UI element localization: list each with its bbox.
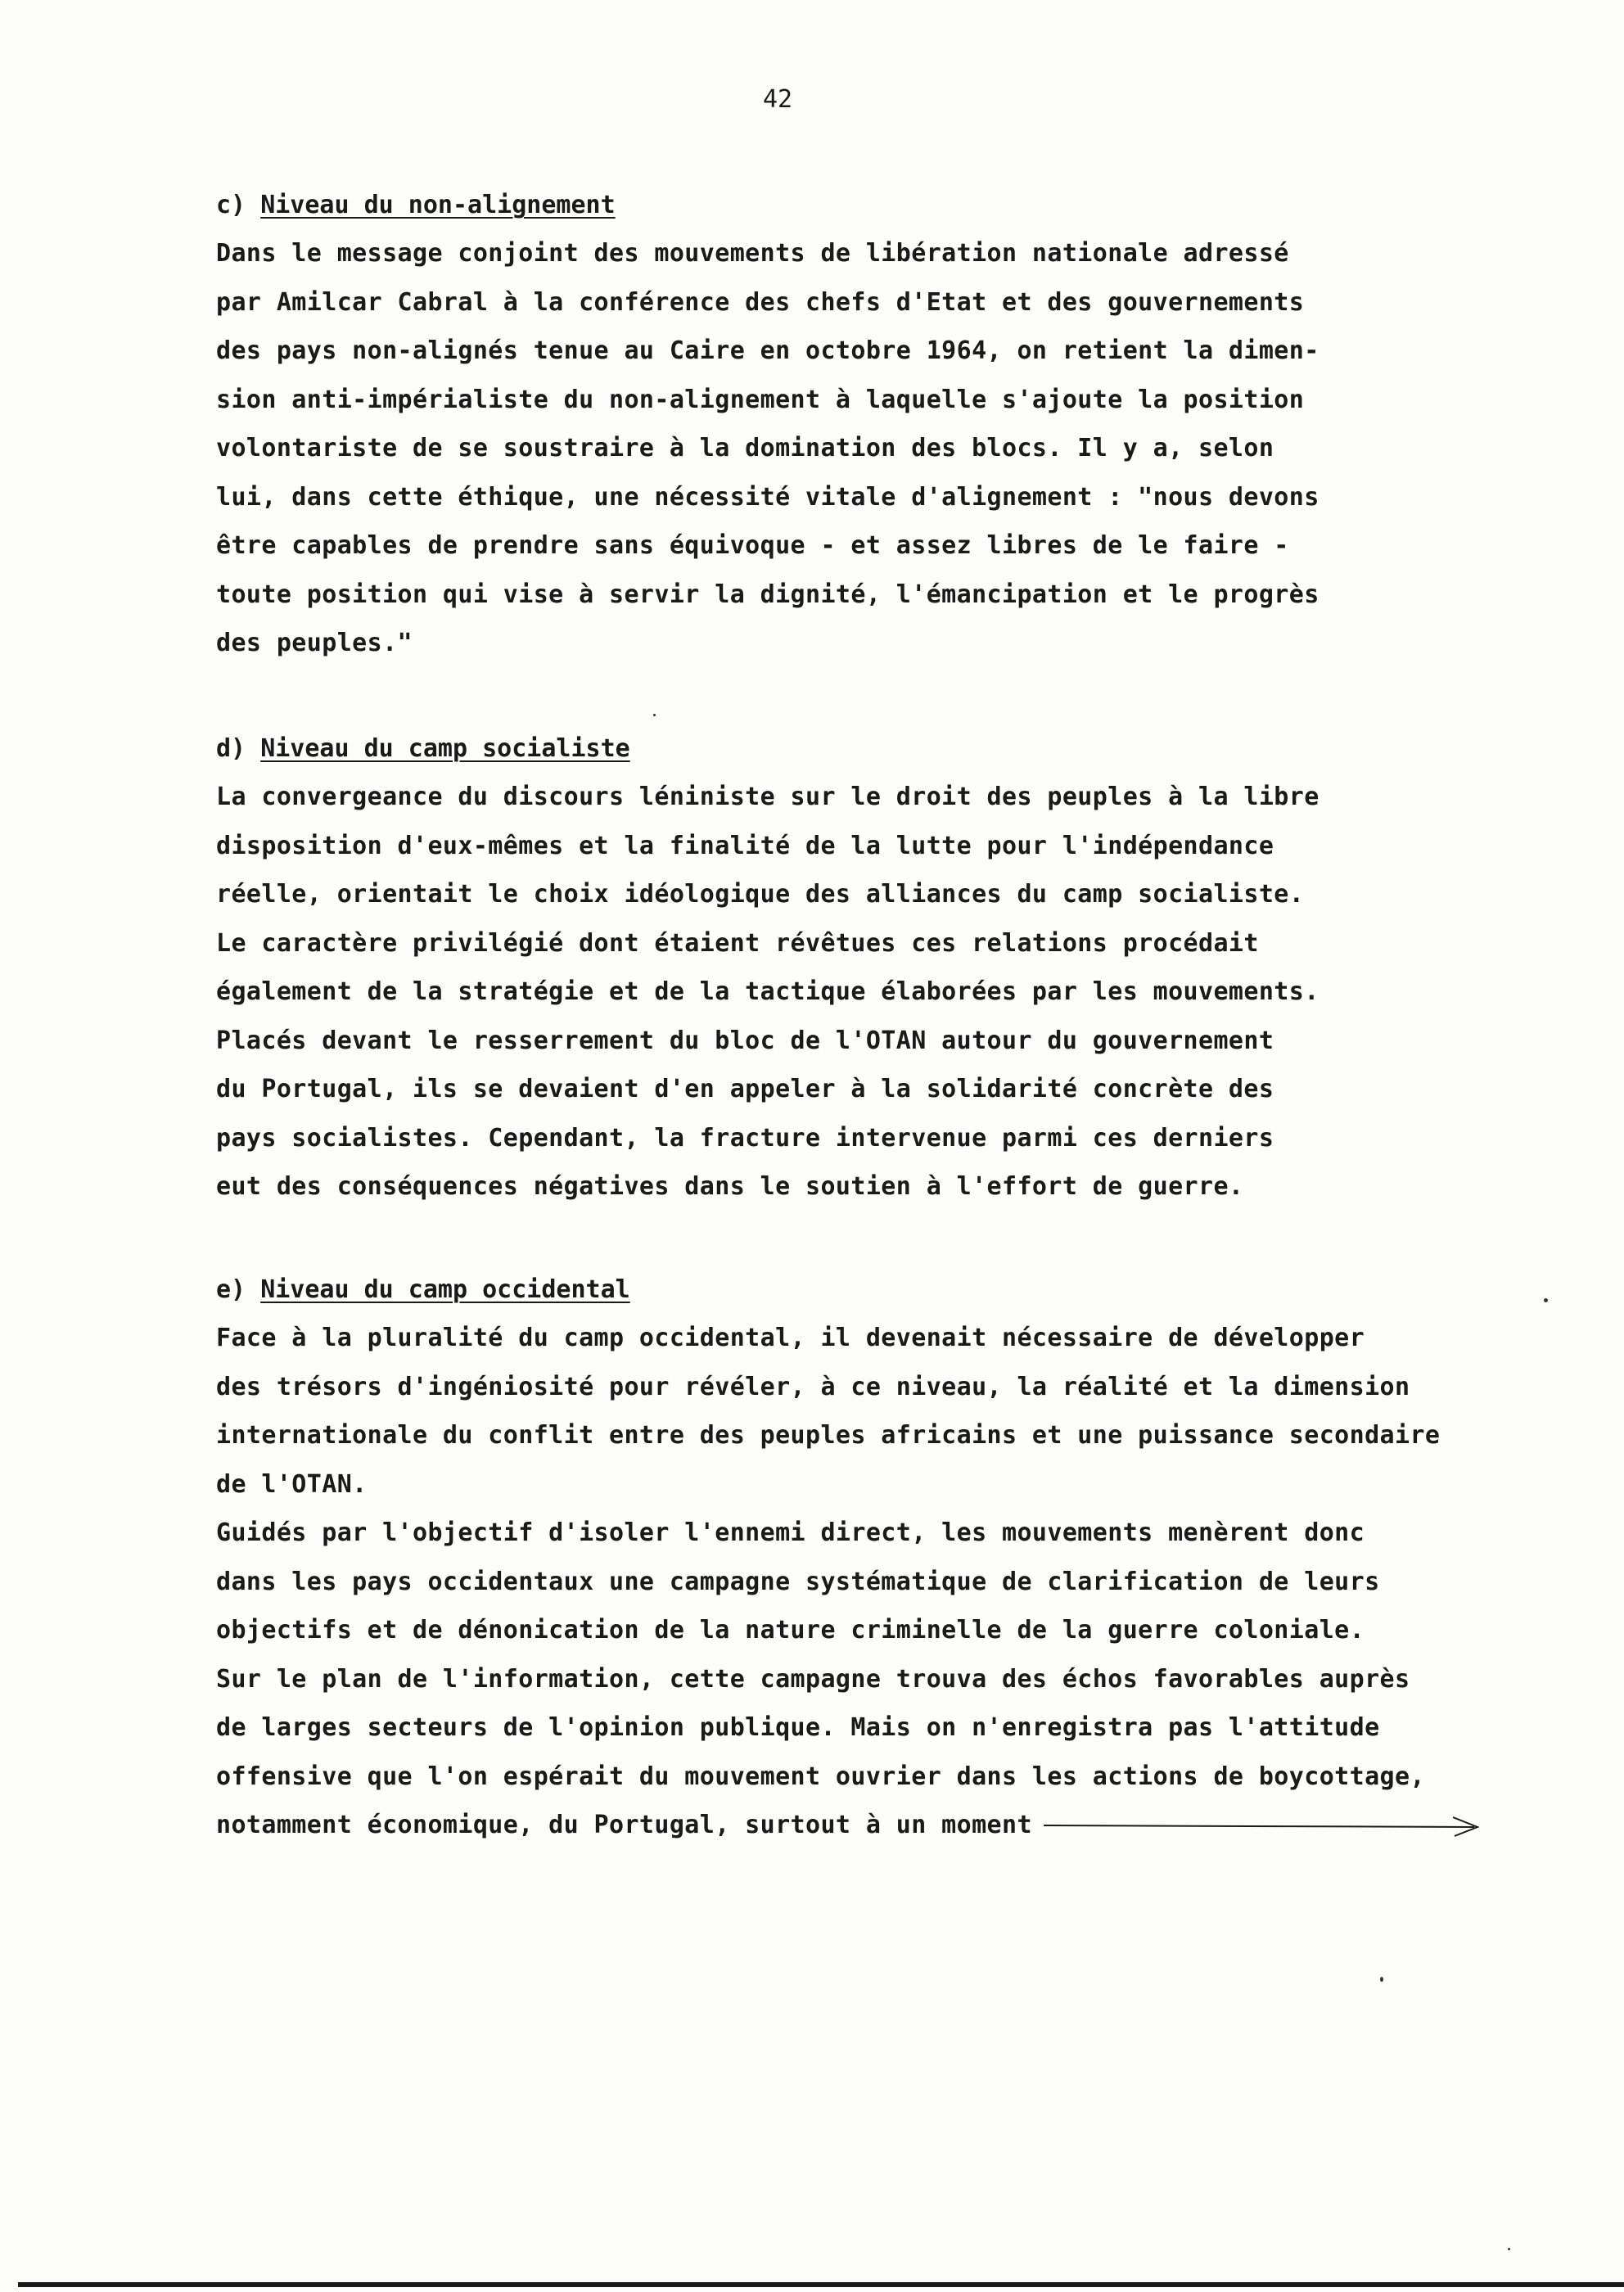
scan-speck (1544, 1298, 1548, 1302)
section-western-camp (216, 1266, 1482, 1850)
paragraph-line: également de la stratégie et de la tactique élaborées par les mouvements. (216, 977, 1320, 1006)
page-number: 42 (762, 85, 793, 114)
section-title: Niveau du non-alignement (260, 191, 616, 219)
paragraph-line: Placés devant le resserrement du bloc de l'OTAN autour du gouvernement (216, 1026, 1274, 1055)
paragraph-line: dans les pays occidentaux une campagne systématique de clarification de leurs (216, 1567, 1380, 1596)
paragraph-line: Sur le plan de l'information, cette campagne trouva des échos favorables auprès (216, 1664, 1410, 1694)
paragraph-line: toute position qui vise à servir la dignité, l'émancipation et le progrès (216, 580, 1320, 609)
paragraph-line: internationale du conflit entre des peuples africains et une puissance secondaire (216, 1421, 1441, 1450)
section-letter: d) (216, 734, 246, 763)
section-letter: c) (216, 191, 246, 219)
paragraph-line: de larges secteurs de l'opinion publique. Mais on n'enregistra pas l'attitude (216, 1713, 1380, 1742)
paragraph-line: être capables de prendre sans équivoque - et assez libres de le faire - (216, 531, 1289, 560)
section-heading (216, 182, 1320, 229)
paragraph-line: Dans le message conjoint des mouvements de libération nationale adressé (216, 239, 1289, 268)
paragraph-line: du Portugal, ils se devaient d'en appeler à la solidarité concrète des (216, 1075, 1274, 1103)
section-title: Niveau du camp socialiste (260, 734, 630, 763)
paragraph-line: des trésors d'ingéniosité pour révéler, à ce niveau, la réalité et la dimension (216, 1372, 1410, 1401)
section-heading (216, 725, 1320, 773)
section-non-alignment (216, 182, 1320, 668)
paragraph-line-with-arrow (216, 1801, 1482, 1850)
paragraph-line: notamment économique, du Portugal, surtout à un moment (216, 1811, 1032, 1839)
bottom-edge-rule (18, 2282, 1624, 2287)
paragraph-line: par Amilcar Cabral à la conférence des chefs d'Etat et des gouvernements (216, 287, 1305, 317)
paragraph-line: eut des conséquences négatives dans le soutien à l'effort de guerre. (216, 1172, 1244, 1201)
paragraph-line: pays socialistes. Cependant, la fracture intervenue parmi ces derniers (216, 1123, 1274, 1153)
section-socialist-camp (216, 725, 1320, 1211)
section-heading (216, 1266, 1482, 1314)
scan-speck (653, 714, 656, 716)
paragraph-line: Le caractère privilégié dont étaient révêtues ces relations procédait (216, 928, 1259, 958)
paragraph-line: La convergeance du discours léniniste sur le droit des peuples à la libre (216, 783, 1320, 811)
paragraph-line: Face à la pluralité du camp occidental, il devenait nécessaire de développer (216, 1324, 1365, 1352)
paragraph-line: offensive que l'on espérait du mouvement ouvrier dans les actions de boycottage, (216, 1762, 1425, 1791)
paragraph-line: de l'OTAN. (216, 1469, 368, 1499)
paragraph-line: des pays non-alignés tenue au Caire en octobre 1964, on retient la dimen- (216, 336, 1320, 365)
scan-speck (1508, 2248, 1510, 2250)
section-title: Niveau du camp occidental (260, 1275, 630, 1304)
paragraph-line: sion anti-impérialiste du non-alignement à laquelle s'ajoute la position (216, 385, 1305, 414)
continuation-arrow-icon (1044, 1814, 1482, 1839)
paragraph-line: volontariste de se soustraire à la domination des blocs. Il y a, selon (216, 434, 1274, 462)
paragraph-line: des peuples." (216, 629, 413, 657)
section-letter: e) (216, 1275, 246, 1304)
paragraph-line: disposition d'eux-mêmes et la finalité de la lutte pour l'indépendance (216, 831, 1274, 860)
scan-speck (1380, 1977, 1383, 1982)
paragraph-line: lui, dans cette éthique, une nécessité vitale d'alignement : "nous devons (216, 482, 1320, 512)
paragraph-line: réelle, orientait le choix idéologique des alliances du camp socialiste. (216, 880, 1305, 909)
paragraph-line: objectifs et de dénonication de la nature criminelle de la guerre coloniale. (216, 1616, 1365, 1645)
paragraph-line: Guidés par l'objectif d'isoler l'ennemi direct, les mouvements menèrent donc (216, 1518, 1365, 1547)
